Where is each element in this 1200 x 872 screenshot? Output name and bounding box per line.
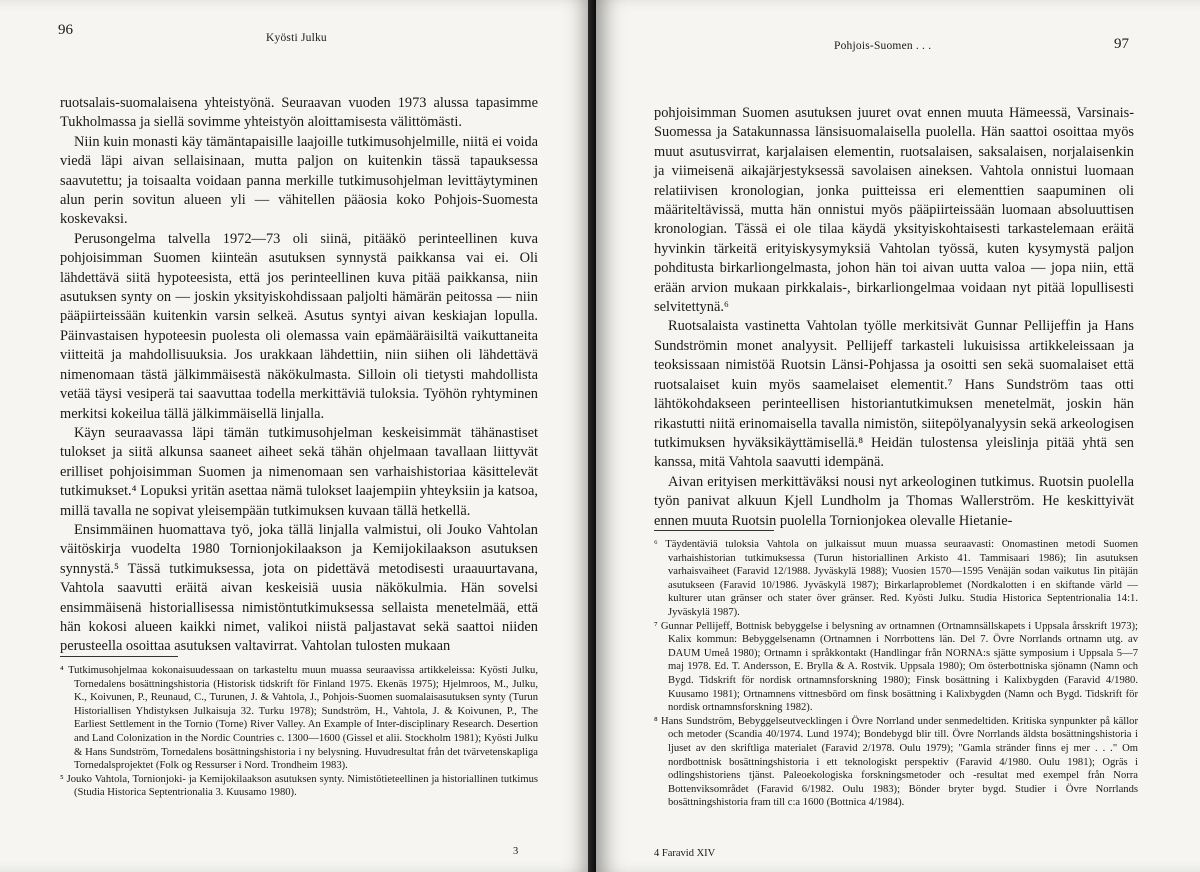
left-page-number: 96 [58,22,73,38]
left-footnote-rule [60,656,178,657]
right-body-text [654,104,1134,531]
footnote-8: ⁸ Hans Sundström, Bebyggelseutvecklingen i Övre Norrland under senmedeltiden. Kritiska synpunkter på källor och metoder (Scandia 40/1974. Lund 1974); Bondebygd blir till. Övre Norrlands äldsta bosättningshistoria i ljuset av den skriftliga materialet (Faravid 2/1978. Oulu 1979); "Gamla stränder finns ej mer . . ." Om nordbottnisk bosättningshistoria i ett teknologiskt perspektiv (Faravid 4/1980. Oulu 1981); Ogräs i odlingshistoriens tjänst. Paleoekologiska forskningsmetoder och -resultat med exempel från Norra Bottenviksområdet (Faravid 6/1982. Oulu 1983); Bönder bryter bygd. Studier i Övre Norrlands bosättningshistoria fram till c:a 1600 (Bottnica 4/1984). [654,715,1138,809]
right-paragraph-1: pohjoisimman Suomen asutuksen juuret ovat ennen muuta Hämeessä, Varsinais-Suomessa ja Satakunnassa länsisuomalaisella puolella. Hän saattoi osoittaa myös muut asutusvirrat, karjalaisen elementin, ruotsalaisen, saksalaisen, norjalaisenkin ja viimeisenä aikajärjestyksessä savolaisen aineksen. Vahtola onnistui luomaan relatiivisen kronologian, jonka puitteissa eri elementtien saapuminen oli määriteltävissä, mutta hän onnistui myös pääpiirteissään luomaan absoluuttisen kronologian. Tässä ei ole tilaa käydä yksityiskohtaisesti tarkastelemaan eräitä hyvinkin tärkeitä erityiskysymyksiä Vahtolan työssä, kuten kysymystä paljon pohditusta birkarliongelmasta, johon hän toi aivan uutta valoa — jopa niin, että erään arvion mukaan pirkkalais-, birkarliongelmaa voidaan nyt pitää lopullisesti selvitettynä.⁶ [654,105,1134,316]
left-running-head: Kyösti Julku [266,32,327,44]
right-page [596,0,1200,872]
left-paragraph-4: Käyn seuraavassa läpi tämän tutkimusohjelman keskeisimmät tähänastiset tulokset ja siitä alkunsa saaneet aiheet sekä tähän ohjelmaan tavallaan liittyvät erilliset pohjoisimman Suomen ja nimenomaan sen varhaishistoriaa käsittelevät tutkimukset.⁴ Lopuksi yritän asettaa nämä tulokset laajempiin yhteyksiin ja katsoa, millä tavalla ne sopivat yleisempään tutkimuksen kuvaan tällä hetkellä. [60,424,538,519]
right-paragraph-2: Ruotsalaista vastinetta Vahtolan työlle merkitsivät Gunnar Pellijeffin ja Hans Sundströmin monet analyysit. Pellijeff tarkasteli lukuisissa artikkeleissaan ja teoksissaan nimistöä Ruotsin Länsi-Pohjassa ja osoitti sen sekä suomalaiset että ruotsalaiset kuin myös saamelaiset elementit.⁷ Hans Sundström taas otti lähtökohdakseen perinteellisen historiantutkimuksen menetelmät, joskin hän rikastutti niitä erinomaisella tavalla nimistön, siitepölyanalyysin sekä arkeologisen tutkimuksen hyväksikäyttämisellä.⁸ Heidän tulostensa yleislinja pitää yhtä sen kanssa, mitä Vahtola saavutti idempänä. [654,318,1134,471]
right-footnote-rule [654,530,774,531]
right-footnotes [654,538,1138,810]
footnote-4: ⁴ Tutkimusohjelmaa kokonaisuudessaan on tarkasteltu muun muassa seuraavissa artikkeleissa: Kyösti Julku, Tornedalens bosättningshistoria (Historisk tidskrift för Finland 1975. Ekenäs 1975); Hjelmroos, M., Julku, K., Koivunen, P., Reunaud, C., Turunen, J. & Vahtola, J., Pohjois-Suomen suomalaisasutuksen synty (Turun Historiallisen Yhdistyksen Julkaisuja 32. Turku 1978); Sundström, H., Vahtola, J. & Koivunen, P., The Earliest Settlement in the Tornio (Torne) River Valley. An Example of Inter-disciplinary Research. Desertion and Land Colonization in the Nordic Countries c. 1300—1600 (Gissel et alii. Stockholm 1981); Kyösti Julku & Hans Sundström, Tornedalens bosättningshistoria i ny belysning. Huvudresultat från det tvärvetenskapliga Tornedalsprojektet (Folk og Ressurser i Nord. Trondheim 1983). [60,665,538,772]
left-page [0,0,593,872]
left-paragraph-5: Ensimmäinen huomattava työ, joka tällä linjalla valmistui, oli Jouko Vahtolan väitöskirja vuodelta 1980 Tornionjokilaakson ja Kemijokilaakson asutuksen synnystä.⁵ Tässä tutkimuksessa, jota on pidettävä metodisesti uraauurtavana, Vahtola saavutti eräitä aivan keskeisiä uusia näkökulmia. Hän sovelsi ensimmäisenä historiallisessa nimistöntutkimuksessa sellaista menetelmää, että hän kokosi alueen kaikki nimet, valikoi niistä paljastavat sekä saattoi niiden perusteella osoittaa asutuksen valtavirrat. Vahtolan tulosten mukaan [60,521,538,655]
right-paragraph-3: Aivan erityisen merkittäväksi nousi nyt arkeologinen tutkimus. Ruotsin puolella työn panivat alkuun Kjell Lundholm ja Thomas Wallerström. He keskittyivät ennen muuta Ruotsin puolella Tornionjokea olevalle Hietanie- [654,473,1134,529]
left-footnotes [60,664,538,800]
left-paragraph-1: ruotsalais-suomalaisena yhteistyönä. Seuraavan vuoden 1973 alussa tapasimme Tukholmassa ja siellä sovimme yhteistyön aloittamisesta välittömästi. [60,95,538,131]
left-paragraph-2: Niin kuin monasti käy tämäntapaisille laajoille tutkimusohjelmille, niitä ei voida viedä läpi aivan sellaisinaan, mutta paljon on kuitenkin tässä tapauksessa saavutettu; ja toisaalta voidaan panna merkille tutkimusohjelman levittäytyminen alun perin sovitun alueen yli — vähitellen pääosia koko Pohjois-Suomesta koskevaksi. [60,133,538,228]
left-paragraph-3: Perusongelma talvella 1972—73 oli siinä, pitääkö perinteellinen kuva pohjoisimman Suomen kiinteän asutuksen synnystä paikkansa vai ei. Oli lähdettävä siitä hypoteesista, että jos perinteellinen kuva pitää paikkansa, niin asutuksen synty on — joskin yksityiskohdissaan paljolti hämärän peitossa — niin pääpiirteissään kuitenkin varsin selkeä. Asutus syntyi aivan keskiajan lopulla. Päinvastaisen hypoteesin puolesta oli olemassa vain epämääräisiltä vaikuttaneita viitteitä ja mahdollisuuksia. Jos urakkaan lähdettiin, niin siihen oli lähdettävä nimenomaan tästä jälkimmäisestä näkökulmasta. Silloin oli tietysti mahdollista vetää täysi vesiperä tai saavuttaa todella merkittäviä tuloksia. Työhön ryhtyminen merkitsi kokeilua tällä jälkimmäisellä linjalla. [60,230,538,422]
footnote-5: ⁵ Jouko Vahtola, Tornionjoki- ja Kemijokilaakson asutuksen synty. Nimistötieteellinen ja historiallinen tutkimus (Studia Historica Septentrionalia 3. Kuusamo 1980). [60,773,538,799]
right-running-head: Pohjois-Suomen . . . [834,40,932,52]
right-signature-mark: 4 Faravid XIV [654,848,716,859]
right-page-number: 97 [1114,36,1129,52]
left-body-text [60,94,538,657]
footnote-6: ⁶ Täydentäviä tuloksia Vahtola on julkaissut muun muassa seuraavasti: Onomastinen metodi Suomen varhaishistorian tutkimuksessa (Turun historiallinen Arkisto 41. Tammisaari 1986); Iin asutuksen varhaisvaiheet (Faravid 12/1988. Jyväskylä 1988); Vuosien 1570—1595 Venäjän sodan vaikutus Iin pitäjän asutukseen (Faravid 10/1986. Jyväskylä 1987); Birkarlaproblemet (Nordkalotten i en skiftande värld — kulturer utan gränser och stater över gränser. Red. Kyösti Julku. Studia Historica Septentrionalia 14:1. Jyväskylä 1987). [654,539,1138,618]
left-signature-mark: 3 [513,846,519,857]
footnote-7: ⁷ Gunnar Pellijeff, Bottnisk bebyggelse i belysning av ortnamnen (Ortnamnsällskapets i Uppsala årsskrift 1973); Kalix kommun: Bebyggelsenamn (Ortnamnen i Norrbottens län. Del 7. Övre Norrlands ortnamn utg. av DAUM Umeå 1980); Ortnamn i språkkontakt (Handlingar från NORNA:s sjätte symposium i Uppsala 5—7 maj 1978. Ed. T. Andersson, E. Brylla & A. Rostvik. Uppsala 1980); Om österbottniska sjönamn (Namn och Bygd. Tidskrift för nordisk ortnamnsforskning 1980); Finsk bosättning i Kalixbygden (Faravid 4/1980. Kuusamo 1981); Ortnamnens vittnesbörd om finsk bosättning i Kalixbygden (Namn och Bygd. Tidskrift för nordisk ortnamnsforskning 1982). [654,620,1138,714]
